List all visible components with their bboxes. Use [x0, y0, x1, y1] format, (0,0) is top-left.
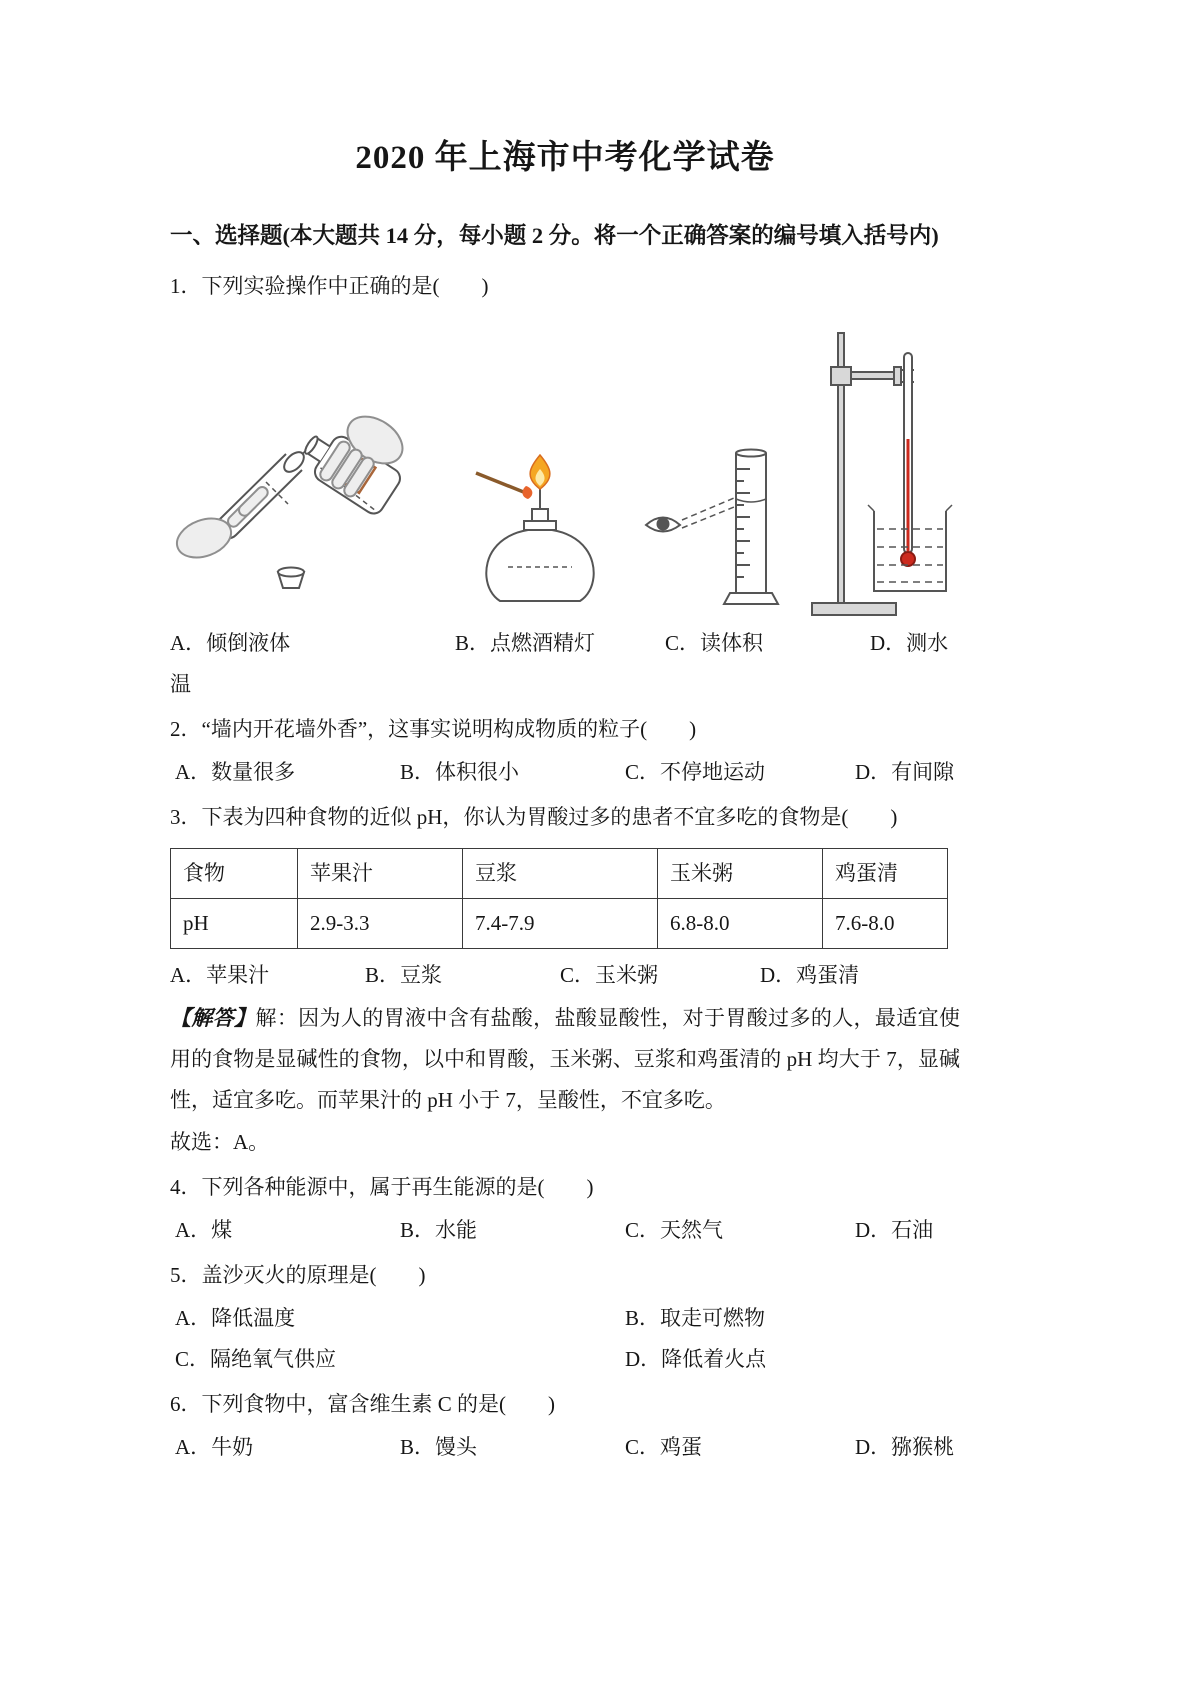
table-cell: 7.4-7.9: [463, 898, 658, 948]
table-row-ph: [171, 898, 948, 948]
table-cell: 苹果汁: [298, 848, 463, 898]
table-row-food: [171, 848, 948, 898]
section1-header: 一、选择题(本大题共 14 分，每小题 2 分。将一个正确答案的编号填入括号内): [170, 223, 939, 249]
q2-options: [170, 752, 960, 793]
q1-option-a: A．倾倒液体: [170, 631, 291, 656]
q6-option-b: B．馒头: [400, 1435, 478, 1460]
q2-option-c: C．不停地运动: [625, 759, 766, 784]
q2-stem: 2．“墙内开花墙外香”，这事实说明构成物质的粒子( ): [170, 717, 697, 742]
q3-answer-text: 解：因为人的胃液中含有盐酸，盐酸显酸性，对于胃酸过多的人，最适宜使用的食物是显碱性的食物，以中和胃酸，玉米粥、豆浆和鸡蛋清的 pH 均大于 7，显碱性，适宜多吃。而苹果汁的 pH 小于 7，呈酸性，不宜多吃。: [170, 1005, 961, 1112]
q3-answer-choice: 故选：A。: [170, 1130, 270, 1155]
graduated-cylinder-figure: [638, 447, 788, 615]
q5-stem: 5．盖沙灭火的原理是( ): [170, 1263, 426, 1288]
q5-option-c: C．隔绝氧气供应: [175, 1347, 337, 1372]
q3-answer: [170, 998, 960, 1121]
q4-option-c: C．天然气: [625, 1218, 724, 1243]
q4-options: [170, 1210, 960, 1251]
q3-option-a: A．苹果汁: [170, 962, 270, 987]
q2-option-b: B．体积很小: [400, 759, 520, 784]
q5-option-a: A．降低温度: [175, 1306, 296, 1331]
pouring-liquid-figure: [170, 388, 410, 613]
q5-options: [170, 1298, 960, 1380]
q2-option-d: D．有间隙: [855, 759, 955, 784]
table-cell: 豆浆: [463, 848, 658, 898]
q6-option-a: A．牛奶: [175, 1435, 254, 1460]
table-cell: 食物: [171, 848, 298, 898]
q4-stem: 4．下列各种能源中，属于再生能源的是( ): [170, 1175, 594, 1200]
table-cell: pH: [171, 898, 298, 948]
q6-options: [170, 1427, 960, 1468]
table-cell: 2.9-3.3: [298, 898, 463, 948]
q4-option-b: B．水能: [400, 1218, 478, 1243]
q4-option-a: A．煤: [175, 1218, 233, 1243]
exam-page: [170, 0, 960, 1468]
q1-option-b: B．点燃酒精灯: [455, 631, 596, 656]
page-title: 2020 年上海市中考化学试卷: [355, 140, 775, 176]
table-cell: 鸡蛋清: [823, 848, 948, 898]
q1-options: [170, 623, 960, 664]
q3-option-b: B．豆浆: [365, 962, 443, 987]
q1-stem: 1．下列实验操作中正确的是( ): [170, 274, 489, 299]
q6-option-c: C．鸡蛋: [625, 1435, 703, 1460]
q5-option-d: D．降低着火点: [625, 1347, 767, 1372]
q5-option-b: B．取走可燃物: [625, 1306, 766, 1331]
q3-ph-table: [170, 848, 948, 949]
q3-stem: 3．下表为四种食物的近似 pH，你认为胃酸过多的患者不宜多吃的食物是( ): [170, 804, 898, 829]
q3-option-c: C．玉米粥: [560, 962, 659, 987]
q1-option-d: D．测水: [870, 631, 949, 656]
thermometer-stand-figure: [798, 321, 958, 621]
q4-option-d: D．石油: [855, 1218, 934, 1243]
q6-stem: 6．下列食物中，富含维生素 C 的是( ): [170, 1392, 555, 1417]
q1-option-c: C．读体积: [665, 631, 764, 656]
table-cell: 7.6-8.0: [823, 898, 948, 948]
q3-options: [170, 955, 960, 996]
q6-option-d: D．猕猴桃: [855, 1435, 955, 1460]
q3-answer-label: 【解答】: [170, 1005, 256, 1030]
q1-option-d-wrap: 温: [170, 672, 191, 697]
table-cell: 6.8-8.0: [658, 898, 823, 948]
table-cell: 玉米粥: [658, 848, 823, 898]
q3-option-d: D．鸡蛋清: [760, 962, 860, 987]
alcohol-lamp-figure: [470, 453, 610, 611]
q1-figure-row: [170, 313, 960, 621]
q2-option-a: A．数量很多: [175, 759, 296, 784]
